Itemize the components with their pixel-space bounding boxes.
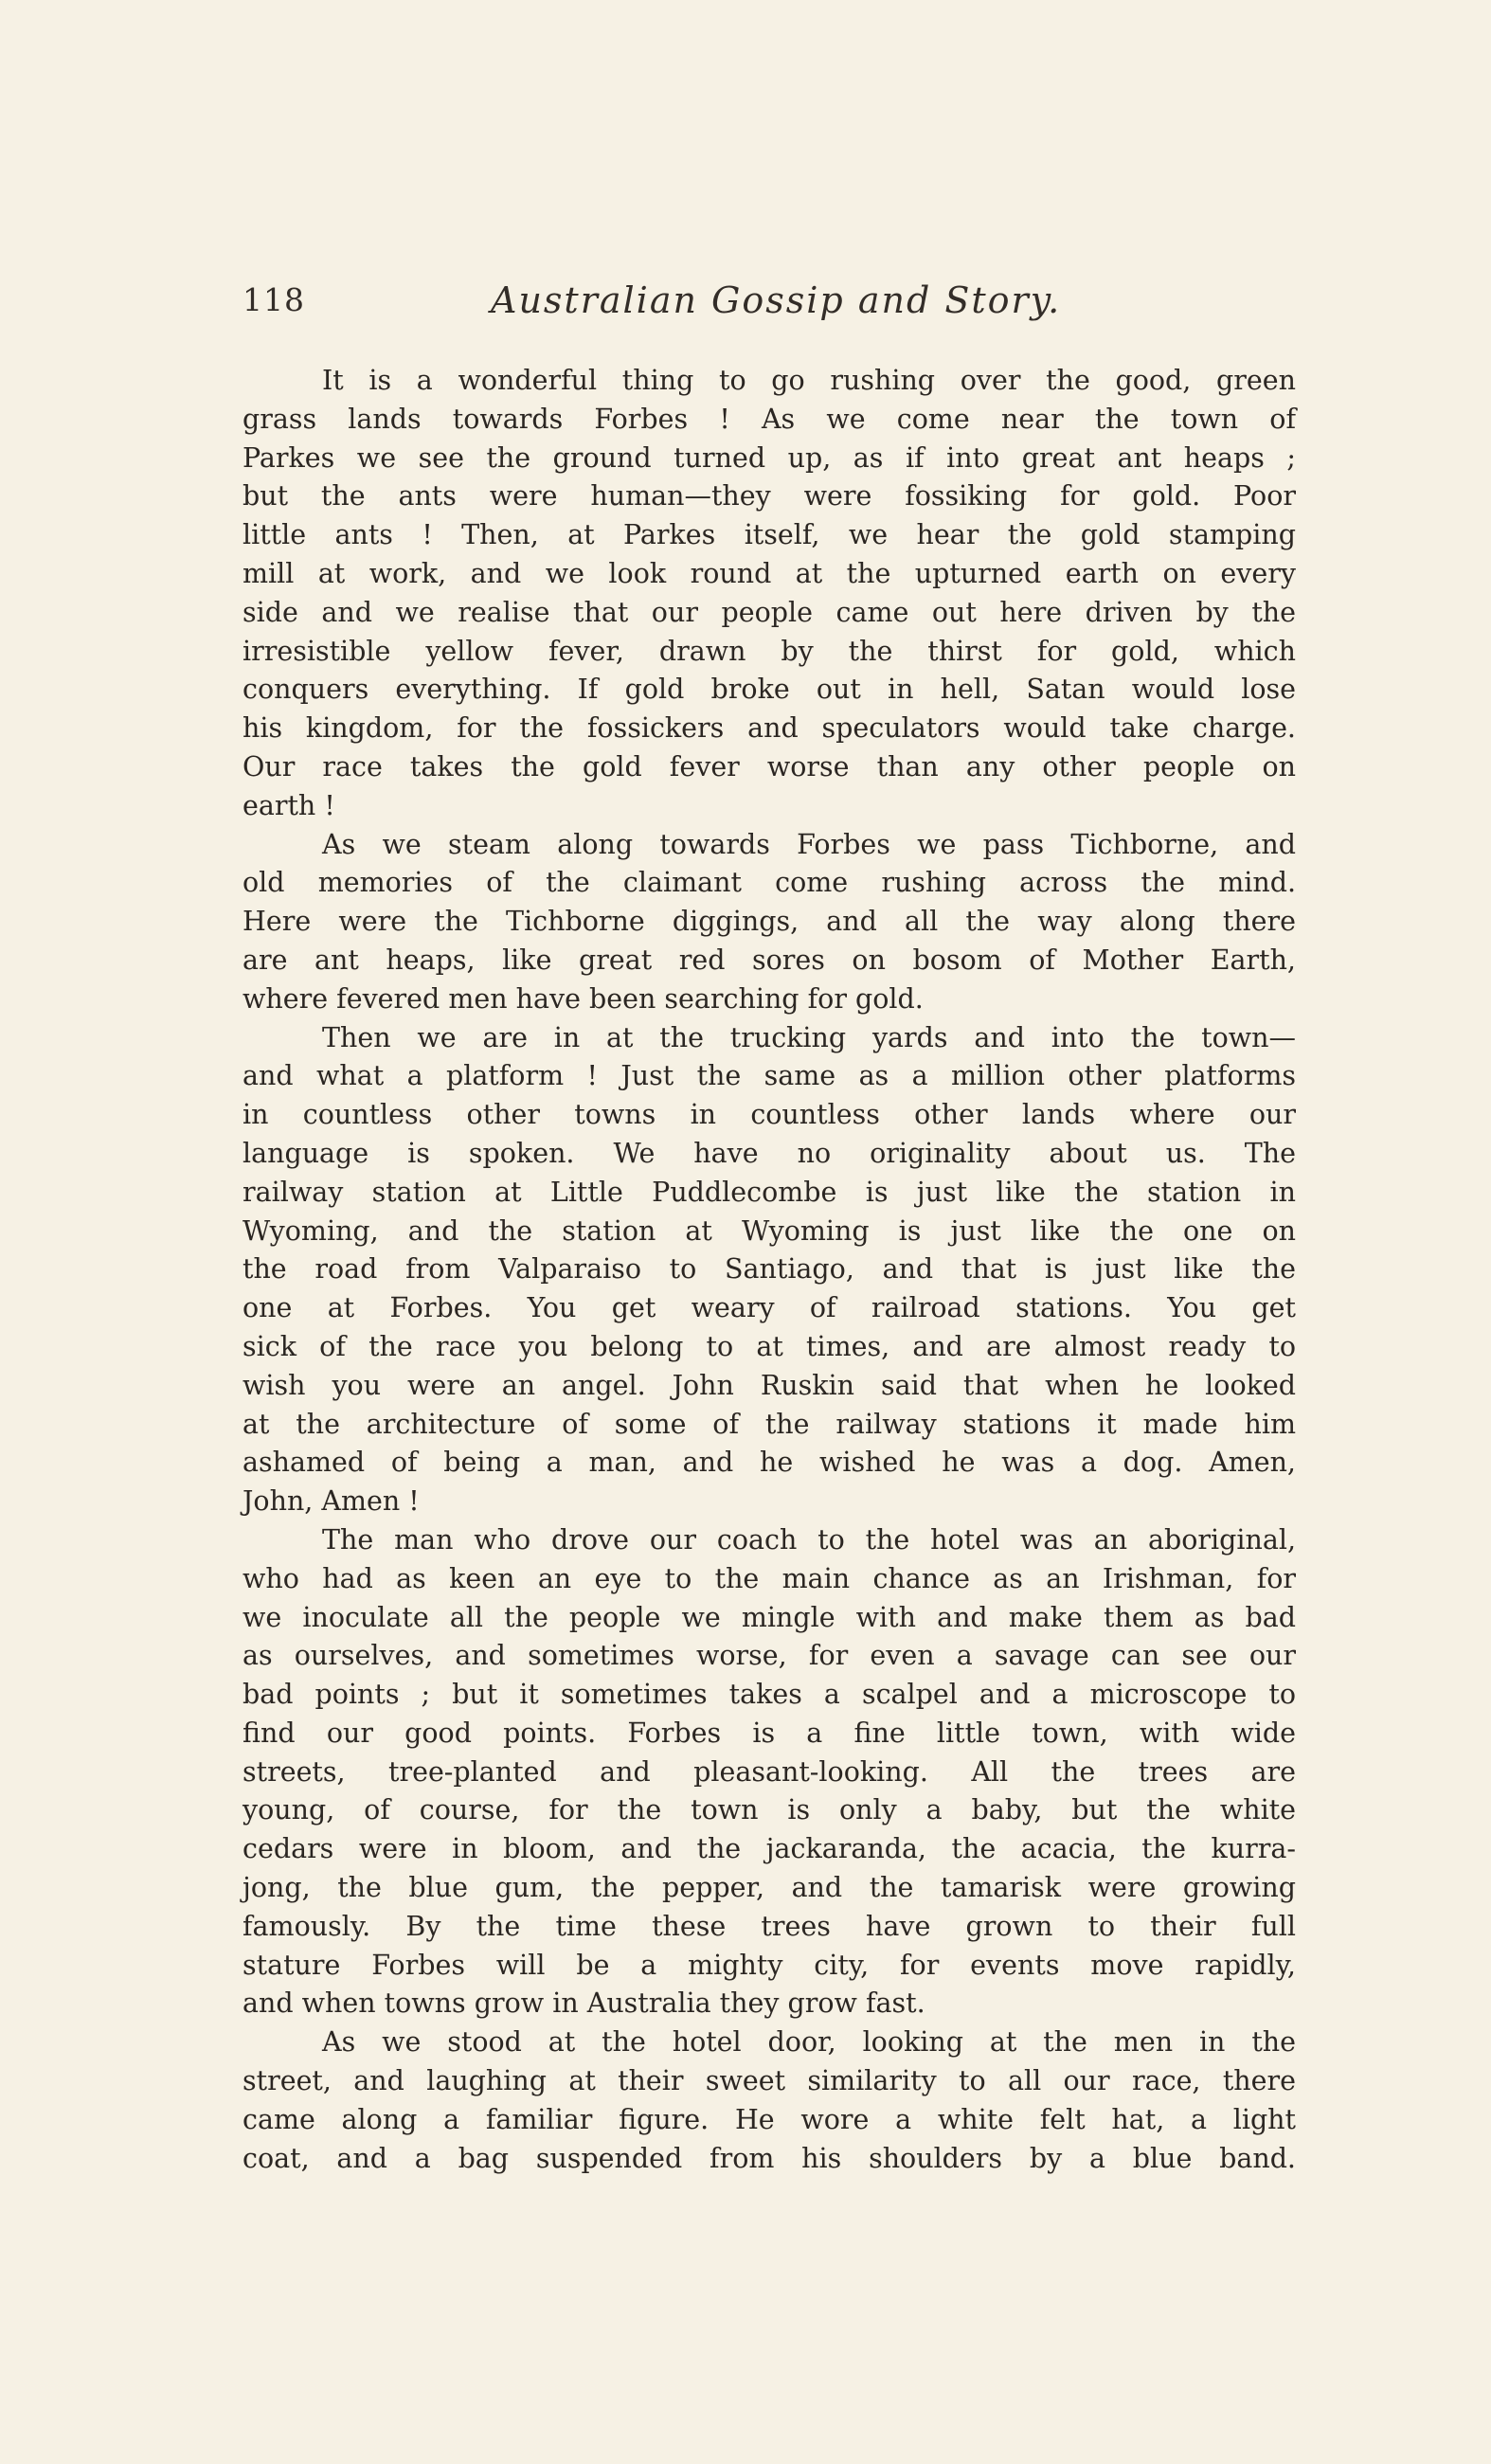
text-line: old memories of the claimant come rushing across the mind. xyxy=(243,867,1296,899)
text-line: are ant heaps, like great red sores on bosom of Mother Earth, xyxy=(243,944,1296,976)
text-line: street, and laughing at their sweet similarity to all our race, there xyxy=(243,2065,1296,2097)
text-line: Parkes we see the ground turned up, as if into great ant heaps ; xyxy=(243,441,1296,474)
text-line: language is spoken. We have no originality about us. The xyxy=(243,1137,1296,1169)
running-title: Australian Gossip and Story. xyxy=(491,279,1062,321)
text-line: John, Amen ! xyxy=(243,1485,420,1518)
text-line: railway station at Little Puddlecombe is just like the station in xyxy=(243,1176,1296,1208)
text-line: sick of the race you belong to at times, and are almost ready to xyxy=(243,1330,1296,1362)
text-line: the road from Valparaiso to Santiago, and that is just like the xyxy=(243,1253,1296,1286)
text-line: one at Forbes. You get weary of railroad stations. You get xyxy=(243,1292,1296,1324)
text-line: find our good points. Forbes is a fine little town, with wide xyxy=(243,1717,1296,1749)
text-line: and what a platform ! Just the same as a million other platforms xyxy=(243,1060,1296,1092)
text-line: mill at work, and we look round at the upturned earth on every xyxy=(243,557,1296,589)
text-line: who had as keen an eye to the main chance as an Irishman, for xyxy=(243,1562,1296,1594)
page-header xyxy=(243,281,1296,329)
text-line: little ants ! Then, at Parkes itself, we hear the gold stamping xyxy=(243,519,1296,551)
text-line: earth ! xyxy=(243,789,335,821)
text-line: As we stood at the hotel door, looking at the men in the xyxy=(322,2026,1296,2059)
text-line: came along a familiar figure. He wore a white felt hat, a light xyxy=(243,2103,1296,2135)
text-line: jong, the blue gum, the pepper, and the tamarisk were growing xyxy=(243,1872,1296,1904)
text-line: As we steam along towards Forbes we pass Tichborne, and xyxy=(322,828,1296,860)
text-line: and when towns grow in Australia they grow fast. xyxy=(243,1987,925,2020)
text-line: The man who drove our coach to the hotel was an aboriginal, xyxy=(322,1523,1296,1556)
text-line: Here were the Tichborne diggings, and all the way along there xyxy=(243,906,1296,938)
text-line: in countless other towns in countless other lands where our xyxy=(243,1099,1296,1131)
text-line: ashamed of being a man, and he wished he was a dog. Amen, xyxy=(243,1447,1296,1479)
text-line: stature Forbes will be a mighty city, for events move rapidly, xyxy=(243,1949,1296,1981)
page-number: 118 xyxy=(243,281,305,318)
text-line: It is a wonderful thing to go rushing over the good, green xyxy=(322,365,1296,396)
text-line: where fevered men have been searching for gold. xyxy=(243,982,924,1015)
text-line: famously. By the time these trees have grown to their full xyxy=(243,1910,1296,1942)
text-line: irresistible yellow fever, drawn by the thirst for gold, which xyxy=(243,635,1296,667)
text-line: Our race takes the gold fever worse than any other people on xyxy=(243,750,1296,782)
text-line: streets, tree-planted and pleasant-looking. All the trees are xyxy=(243,1755,1296,1788)
text-line: at the architecture of some of the railway stations it made him xyxy=(243,1408,1296,1440)
text-line: but the ants were human—they were fossiking for gold. Poor xyxy=(243,480,1296,513)
text-line: coat, and a bag suspended from his shoulders by a blue band. xyxy=(243,2142,1296,2174)
text-line: conquers everything. If gold broke out in hell, Satan would lose xyxy=(243,674,1296,706)
text-line: bad points ; but it sometimes takes a scalpel and a microscope to xyxy=(243,1679,1296,1711)
text-line: as ourselves, and sometimes worse, for even a savage can see our xyxy=(243,1640,1296,1672)
text-line: his kingdom, for the fossickers and speculators would take charge. xyxy=(243,712,1296,745)
text-line: cedars were in bloom, and the jackaranda, the acacia, the kurra- xyxy=(243,1833,1296,1865)
text-line: we inoculate all the people we mingle with and make them as bad xyxy=(243,1601,1296,1633)
text-line: side and we realise that our people came out here driven by the xyxy=(243,596,1296,628)
text-line: young, of course, for the town is only a baby, but the white xyxy=(243,1794,1296,1826)
text-line: wish you were an angel. John Ruskin said that when he looked xyxy=(243,1369,1296,1401)
body-text xyxy=(243,362,1296,2178)
text-line: Wyoming, and the station at Wyoming is just like the one on xyxy=(243,1214,1296,1247)
text-line: grass lands towards Forbes ! As we come near the town of xyxy=(243,403,1296,435)
text-line: Then we are in at the trucking yards and into the town— xyxy=(322,1021,1296,1053)
